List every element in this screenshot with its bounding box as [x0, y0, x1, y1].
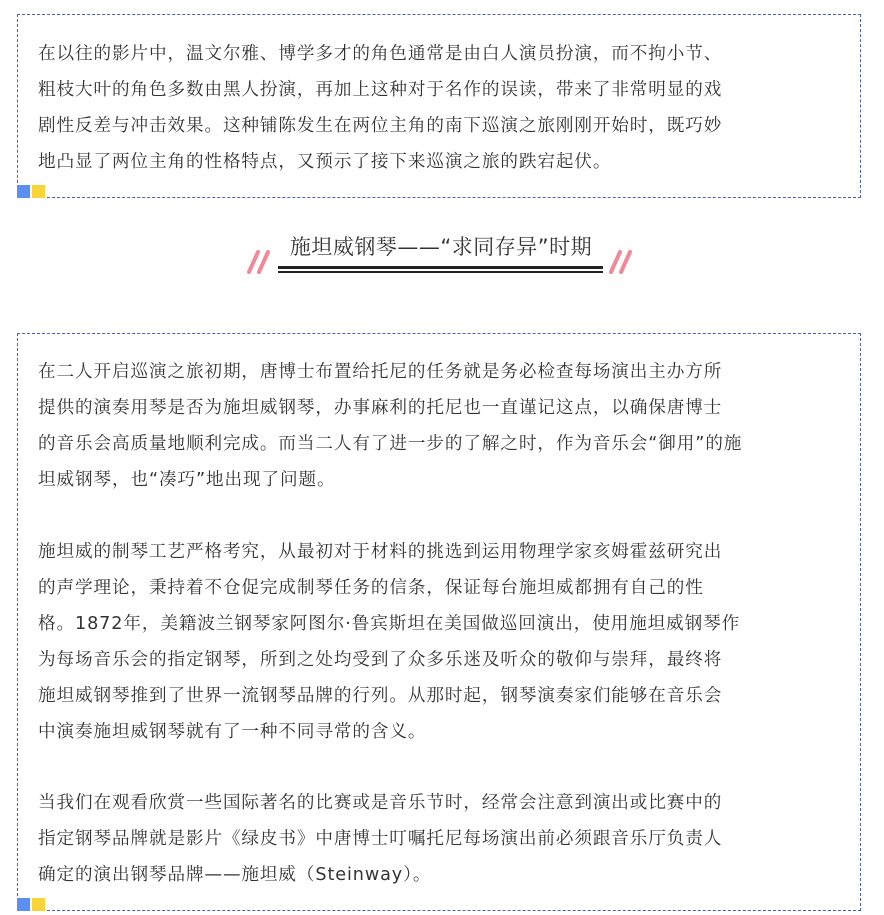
paragraph-line: 坦威钢琴，也“凑巧”地出现了问题。 [38, 470, 336, 490]
paragraph-line: 在以往的影片中，温文尔雅、博学多才的角色通常是由白人演员扮演，而不拘小节、 [38, 44, 723, 64]
section-title: 施坦威钢琴——“求同存异”时期 [289, 235, 593, 259]
paragraph-line: 格。1872年，美籍波兰钢琴家阿图尔·鲁宾斯坦在美国做巡回演出，使用施坦威钢琴作 [38, 614, 741, 634]
paragraph-line: 粗枝大叶的角色多数由黑人扮演，再加上这种对于名作的误读，带来了非常明显的戏 [38, 80, 723, 100]
corner-blue-square [17, 898, 30, 911]
paragraph-line: 在二人开启巡演之旅初期，唐博士布置给托尼的任务就是务必检查每场演出主办方所 [38, 362, 723, 382]
text-box-intro [17, 14, 861, 198]
paragraph [38, 36, 844, 180]
paragraph [38, 785, 844, 893]
corner-yellow-square [32, 898, 45, 911]
paragraph-line: 的声学理论，秉持着不仓促完成制琴任务的信条，保证每台施坦威都拥有自己的性 [38, 578, 704, 598]
heading-underline [278, 266, 603, 269]
paragraph [38, 354, 844, 498]
double-slash-icon [246, 248, 272, 274]
paragraph-line: 指定钢琴品牌就是影片《绿皮书》中唐博士叮嘱托尼每场演出前必须跟音乐厅负责人 [38, 829, 723, 849]
paragraph-line: 的音乐会高质量地顺利完成。而当二人有了进一步的了解之时，作为音乐会“御用”的施 [38, 434, 743, 454]
paragraph-line: 中演奏施坦威钢琴就有了一种不同寻常的含义。 [38, 722, 427, 742]
corner-blue-square [17, 185, 30, 198]
paragraph-line: 确定的演出钢琴品牌——施坦威（Steinway）。 [38, 865, 432, 885]
heading-underline [278, 271, 603, 273]
paragraph [38, 534, 844, 750]
paragraph-line: 剧性反差与冲击效果。这种铺陈发生在两位主角的南下巡演之旅刚刚开始时，既巧妙 [38, 116, 723, 136]
paragraph-line: 施坦威钢琴推到了世界一流钢琴品牌的行列。从那时起，钢琴演奏家们能够在音乐会 [38, 686, 723, 706]
section-heading [0, 226, 884, 286]
text-box-steinway [17, 333, 861, 911]
paragraph-line: 地凸显了两位主角的性格特点，又预示了接下来巡演之旅的跌宕起伏。 [38, 152, 612, 172]
corner-yellow-square [32, 185, 45, 198]
paragraph-line: 施坦威的制琴工艺严格考究，从最初对于材料的挑选到运用物理学家亥姆霍兹研究出 [38, 542, 723, 562]
paragraph-line: 当我们在观看欣赏一些国际著名的比赛或是音乐节时，经常会注意到演出或比赛中的 [38, 793, 723, 813]
paragraph-line: 提供的演奏用琴是否为施坦威钢琴，办事麻利的托尼也一直谨记这点，以确保唐博士 [38, 398, 723, 418]
paragraph-line: 为每场音乐会的指定钢琴，所到之处均受到了众多乐迷及听众的敬仰与崇拜，最终将 [38, 650, 723, 670]
double-slash-icon [608, 248, 634, 274]
